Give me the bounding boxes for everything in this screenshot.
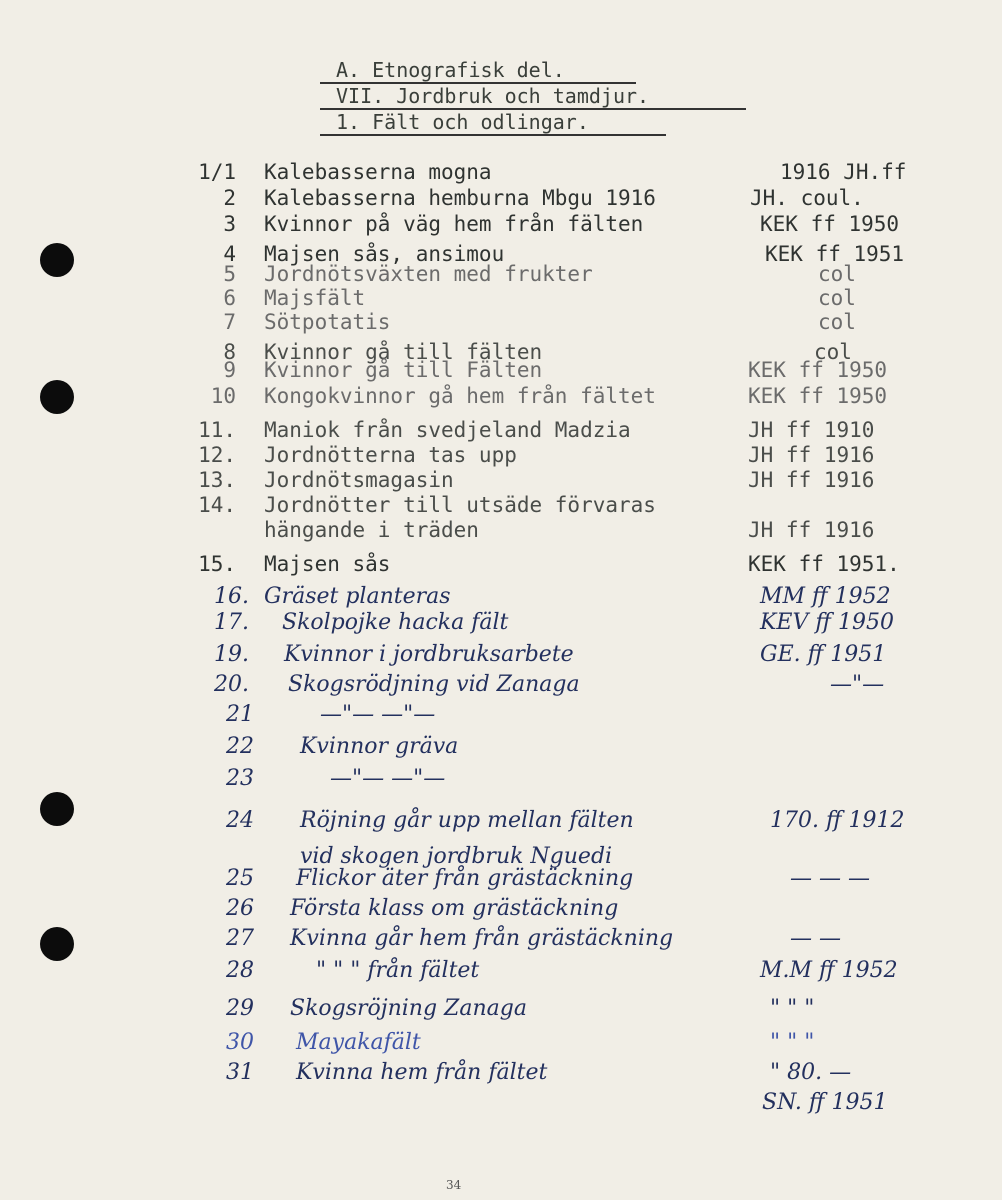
entry-number: 8 xyxy=(223,340,236,364)
handwritten-title: Skogsröjning Zanaga xyxy=(290,996,527,1021)
entry-title: Sötpotatis xyxy=(264,310,391,334)
entry-number: 3 xyxy=(223,212,236,236)
handwritten-title: Skogsrödjning vid Zanaga xyxy=(288,672,580,697)
entry-number: 14. xyxy=(198,493,236,517)
entry-title: Majsen sås xyxy=(264,552,391,576)
handwritten-reference: " " " xyxy=(770,1030,815,1055)
entry-number: 2 xyxy=(223,186,236,210)
entry-reference: KEK ff 1950 xyxy=(760,212,900,236)
handwritten-number: 26 xyxy=(226,896,254,921)
page-number: 34 xyxy=(446,1178,462,1192)
entry-reference: JH ff 1916 xyxy=(748,518,875,542)
handwritten-number: 21 xyxy=(226,702,254,727)
handwritten-title: Röjning går upp mellan fälten xyxy=(300,808,634,833)
handwritten-number: 20. xyxy=(214,672,249,697)
entry-reference: KEK ff 1950 xyxy=(748,384,888,408)
entry-reference: col xyxy=(814,340,852,364)
entry-title: Kalebasserna hemburna Mbgu 1916 xyxy=(264,186,656,210)
handwritten-reference: GE. ff 1951 xyxy=(760,642,887,667)
handwritten-title: Första klass om grästäckning xyxy=(290,896,619,921)
handwritten-reference: 170. ff 1912 xyxy=(770,808,905,833)
handwritten-title: —"— —"— xyxy=(330,766,446,791)
handwritten-number: 27 xyxy=(226,926,254,951)
entry-reference: col xyxy=(818,310,856,334)
handwritten-title: vid skogen jordbruk Nguedi xyxy=(300,844,613,869)
entry-title: Kalebasserna mogna xyxy=(264,160,492,184)
handwritten-number: 28 xyxy=(226,958,254,983)
punch-hole-icon xyxy=(40,243,74,277)
entry-number: 15. xyxy=(198,552,236,576)
entry-reference: JH ff 1916 xyxy=(748,468,875,492)
handwritten-title: Kvinna går hem från grästäckning xyxy=(290,926,674,951)
entry-title: Kvinnor gå till Fälten xyxy=(264,358,543,382)
handwritten-number: 23 xyxy=(226,766,254,791)
handwritten-number: 16. xyxy=(214,584,249,609)
handwritten-title: " " " från fältet xyxy=(316,958,480,983)
handwritten-number: 24 xyxy=(226,808,254,833)
entry-number: 12. xyxy=(198,443,236,467)
entry-reference: KEK ff 1951 xyxy=(765,242,905,266)
entry-reference: KEK ff 1951. xyxy=(748,552,900,576)
entry-reference: KEK ff 1950 xyxy=(748,358,888,382)
handwritten-number: 25 xyxy=(226,866,254,891)
handwritten-reference: — — — xyxy=(790,866,870,891)
handwritten-title: —"— —"— xyxy=(320,702,436,727)
entry-number: 10 xyxy=(210,384,236,408)
handwritten-number: 17. xyxy=(214,610,249,635)
handwritten-reference: " " " xyxy=(770,996,815,1021)
entry-number: 11. xyxy=(198,418,236,442)
punch-hole-icon xyxy=(40,380,74,414)
entry-title: Majsfält xyxy=(264,286,366,310)
entry-title: Kongokvinnor gå hem från fältet xyxy=(264,384,656,408)
handwritten-title: Kvinnor i jordbruksarbete xyxy=(284,642,574,667)
entry-title: Jordnötter till utsäde förvaras xyxy=(264,493,656,517)
handwritten-reference: M.M ff 1952 xyxy=(760,958,898,983)
handwritten-number: 31 xyxy=(226,1060,254,1085)
handwritten-reference: SN. ff 1951 xyxy=(762,1090,888,1115)
handwritten-reference: —"— xyxy=(830,672,885,697)
handwritten-title: Kvinna hem från fältet xyxy=(296,1060,548,1085)
handwritten-title: Skolpojke hacka fält xyxy=(282,610,509,635)
entry-title: Maniok från svedjeland Madzia xyxy=(264,418,631,442)
entry-number: 7 xyxy=(223,310,236,334)
entry-reference: col xyxy=(818,286,856,310)
entry-number: 13. xyxy=(198,468,236,492)
handwritten-number: 29 xyxy=(226,996,254,1021)
handwritten-number: 30 xyxy=(226,1030,254,1055)
entry-reference: JH ff 1910 xyxy=(748,418,875,442)
entry-reference: JH. coul. xyxy=(750,186,864,210)
entry-title: Kvinnor gå till fälten xyxy=(264,340,543,364)
entry-reference: 1916 JH.ff xyxy=(780,160,907,184)
header-line-1: A. Etnografisk del. xyxy=(320,58,636,84)
entry-title: Jordnötsmagasin xyxy=(264,468,454,492)
entry-title: Jordnötterna tas upp xyxy=(264,443,517,467)
header-line-3: 1. Fält och odlingar. xyxy=(320,110,666,136)
entry-number: 9 xyxy=(223,358,236,382)
handwritten-title: Gräset planteras xyxy=(264,584,451,609)
handwritten-reference: MM ff 1952 xyxy=(760,584,891,609)
handwritten-reference: KEV ff 1950 xyxy=(760,610,894,635)
entry-number: 5 xyxy=(223,262,236,286)
handwritten-reference: " 80. — xyxy=(770,1060,852,1085)
handwritten-title: Kvinnor gräva xyxy=(300,734,459,759)
document-header xyxy=(320,58,760,136)
handwritten-number: 22 xyxy=(226,734,254,759)
handwritten-title: Mayakafält xyxy=(296,1030,421,1055)
entry-reference: col xyxy=(818,262,856,286)
handwritten-number: 19. xyxy=(214,642,249,667)
punch-hole-icon xyxy=(40,792,74,826)
entry-title: Majsen sås, ansimou xyxy=(264,242,505,266)
entry-title: Jordnötsväxten med frukter xyxy=(264,262,593,286)
handwritten-reference: — — xyxy=(790,926,841,951)
punch-hole-icon xyxy=(40,927,74,961)
header-line-2: VII. Jordbruk och tamdjur. xyxy=(320,84,746,110)
entry-title: hängande i träden xyxy=(264,518,479,542)
entry-number: 4 xyxy=(223,242,236,266)
entry-number: 1/1 xyxy=(198,160,236,184)
entry-title: Kvinnor på väg hem från fälten xyxy=(264,212,644,236)
handwritten-title: Flickor äter från grästäckning xyxy=(296,866,634,891)
entry-reference: JH ff 1916 xyxy=(748,443,875,467)
entry-number: 6 xyxy=(223,286,236,310)
